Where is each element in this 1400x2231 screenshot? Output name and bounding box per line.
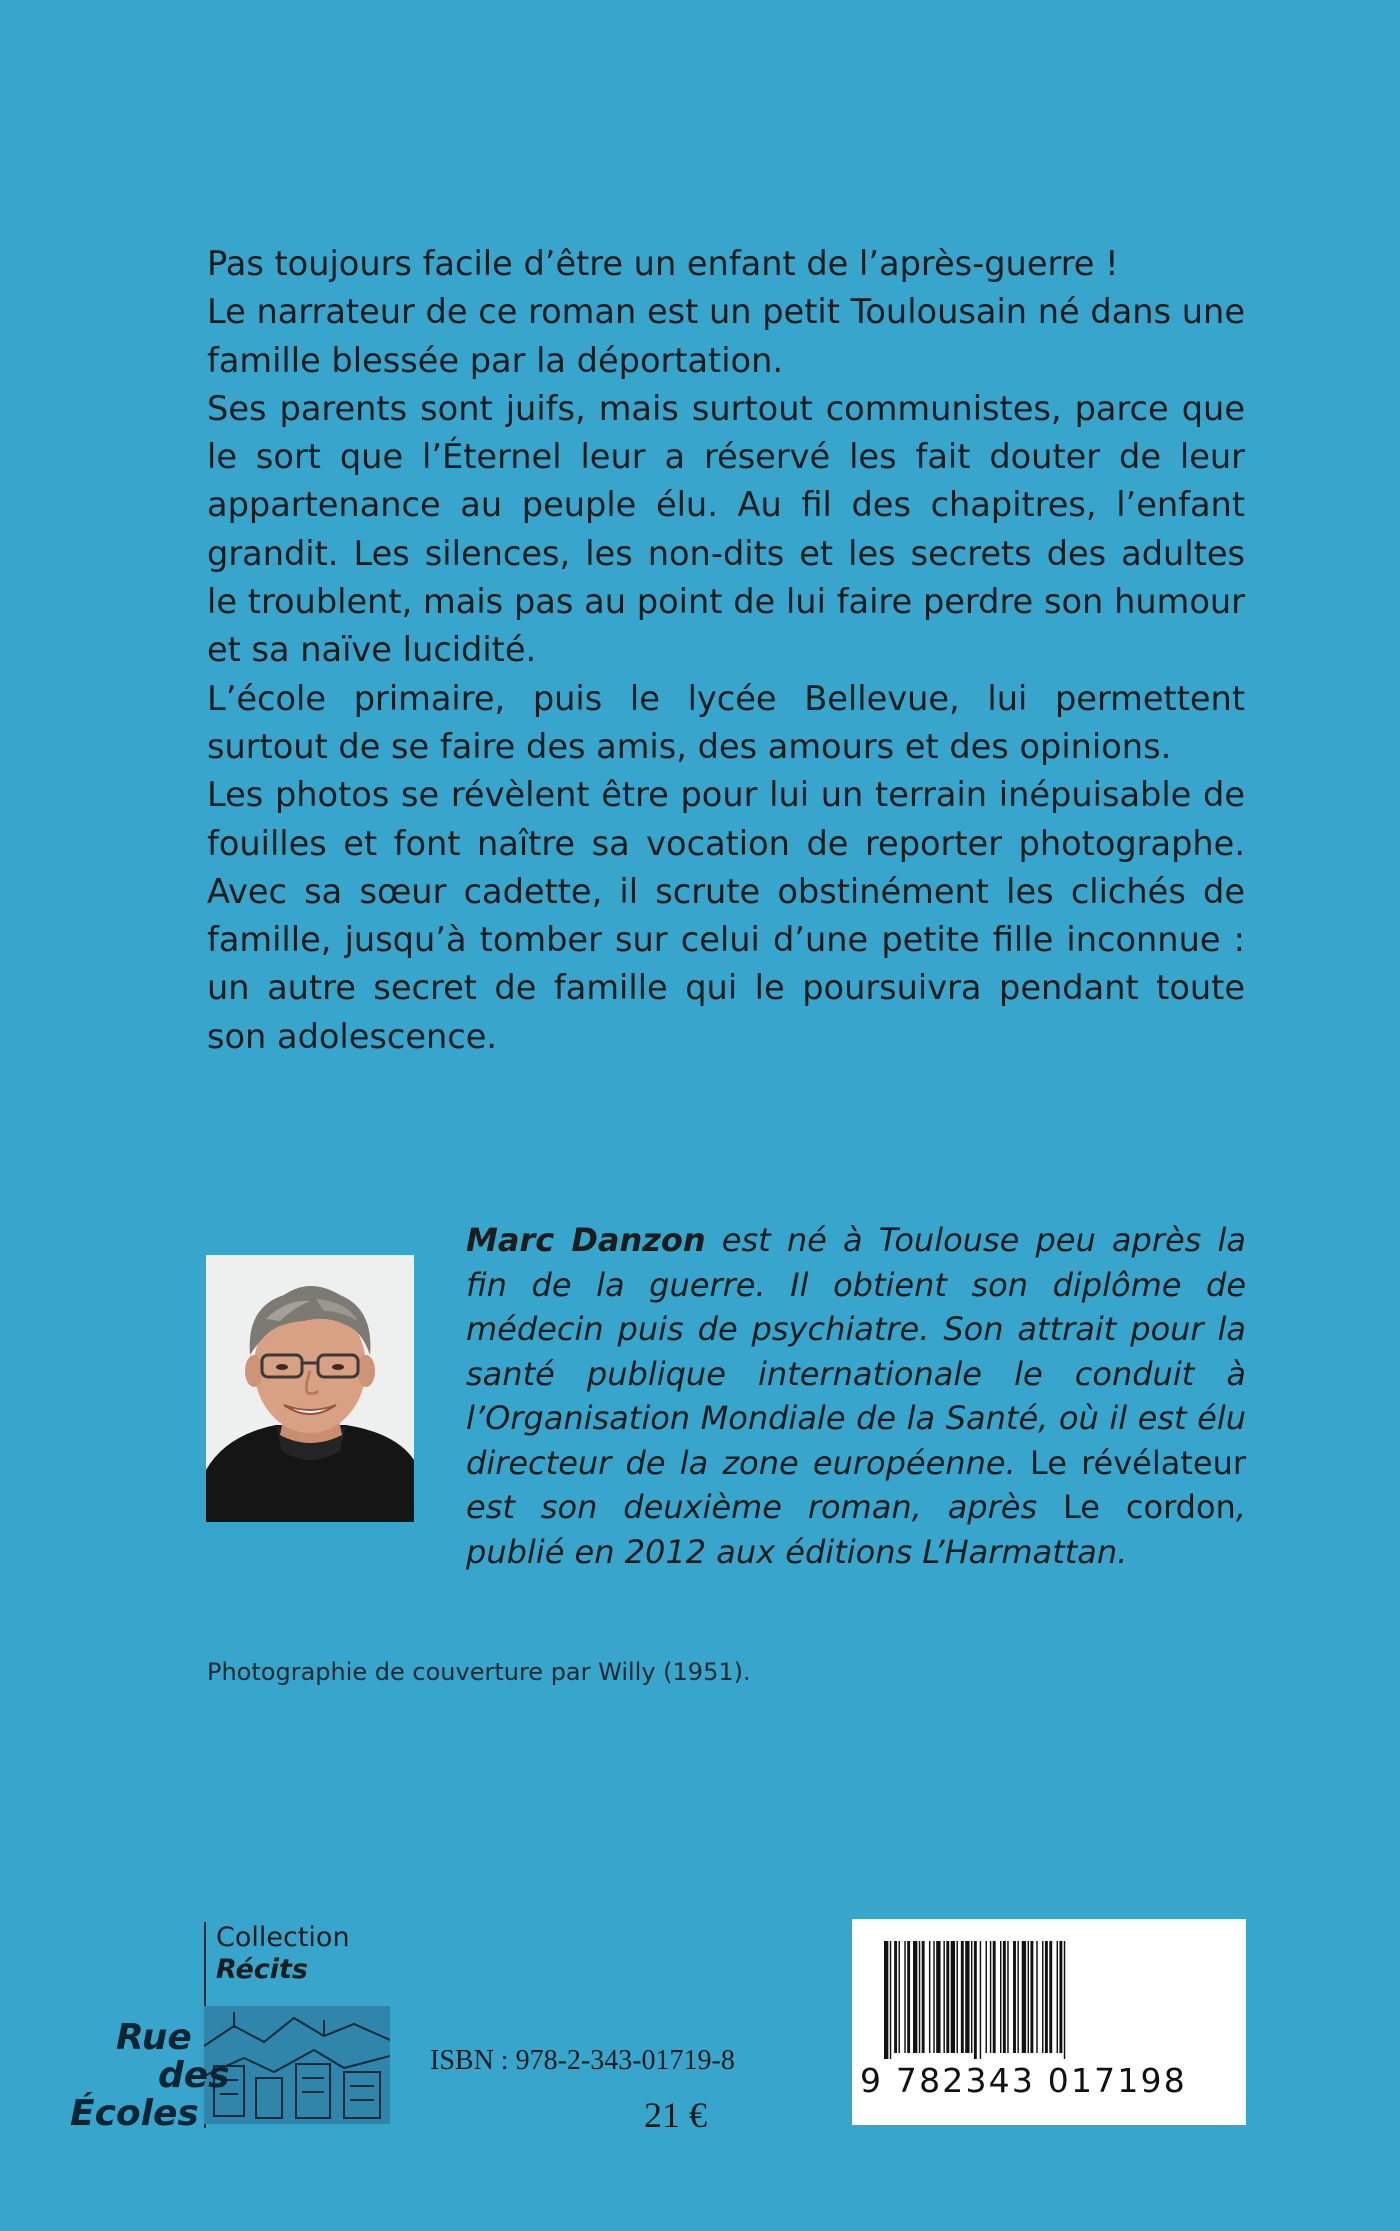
barcode-bar (890, 1941, 891, 2059)
barcode-bar (1003, 1941, 1006, 2053)
bio-text: , publié en 2012 aux éditions L’Harmattan. (466, 1488, 1246, 1571)
barcode-bar (1036, 1941, 1037, 2053)
barcode-bar (899, 1941, 900, 2053)
bio-text: est son deuxième roman, après (466, 1488, 1038, 1526)
logo-line-ecoles: Écoles (70, 2093, 199, 2134)
synopsis-paragraph: Pas toujours facile d’être un enfant de l’après-guerre ! (207, 244, 1119, 283)
price: 21 € (644, 2095, 707, 2135)
collection-label: Collection (216, 1922, 350, 1953)
barcode-bar (894, 1941, 897, 2053)
logo-line-des: des (158, 2055, 230, 2096)
barcode-number: 9 782343 017198 (860, 2061, 1187, 2100)
barcode-bar (980, 1941, 981, 2059)
author-photo (206, 1255, 414, 1522)
barcode-bar (1057, 1941, 1058, 2053)
cover-photo-credit: Photographie de couverture par Willy (1951). (207, 1658, 751, 1686)
barcode-bar (929, 1941, 930, 2053)
barcode-bar (884, 1941, 888, 2059)
barcode-bar (922, 1941, 925, 2053)
barcode-bar (1007, 1941, 1008, 2053)
barcode-bar (951, 1941, 955, 2053)
logo-line-rue: Rue (116, 2017, 192, 2058)
author-portrait-illustration (206, 1255, 414, 1522)
synopsis-text (207, 240, 1245, 1061)
barcode-bar (936, 1941, 940, 2053)
barcode-bar (1000, 1941, 1001, 2053)
author-bio-paragraph (466, 1218, 1246, 1574)
synopsis-paragraph: Les photos se révèlent être pour lui un terrain inépuisable de fouilles et font naître sa vocation de reporter photographe. Avec sa sœur cadette, il scrute obstinément les clichés de famille, jusqu’à tomber sur celui d’une petite fille inconnue : un autre secret de famille qui le poursuivra pendant toute son adolescence. (207, 775, 1245, 1056)
barcode-bar (943, 1941, 944, 2053)
rooftops-illustration (204, 2006, 390, 2124)
barcode-bar (1017, 1941, 1018, 2053)
collection-block (70, 1918, 370, 2134)
barcode-bar (957, 1941, 958, 2053)
barcode-bar (1013, 1941, 1016, 2053)
barcode-bar (946, 1941, 949, 2053)
previous-book-title: Le cordon (1037, 1488, 1236, 1526)
barcode-bars (880, 1941, 1220, 2059)
barcode-bar (904, 1941, 905, 2053)
barcode-bar (971, 1941, 972, 2053)
synopsis-paragraph: Le narrateur de ce roman est un petit Toulousain né dans une famille blessée par la déportation. (207, 292, 1245, 380)
bio-text: est né à Toulouse peu après la fin de la guerre. Il obtient son diplôme de médecin puis de psychiatre. Son attrait pour la santé publique internationale le conduit à l’Organisation Mondiale de la Santé, où il est élu directeur de la zone européenne. (466, 1221, 1246, 1482)
barcode-bar (1028, 1941, 1029, 2053)
barcode-bar (1059, 1941, 1062, 2053)
barcode-bar (961, 1941, 964, 2053)
barcode-bar (986, 1941, 987, 2053)
book-title: Le révélateur (1015, 1443, 1247, 1482)
author-bio (466, 1218, 1246, 1574)
barcode-bar (993, 1941, 996, 2053)
isbn: ISBN : 978-2-343-01719-8 (430, 2045, 735, 2076)
barcode-bar (1049, 1941, 1052, 2053)
barcode-bar (1045, 1941, 1048, 2053)
barcode-bar (919, 1941, 920, 2053)
synopsis-paragraph: L’école primaire, puis le lycée Bellevue, lui permettent surtout de se faire des amis, des amours et des opinions. (207, 678, 1245, 766)
barcode-bar (965, 1941, 969, 2053)
barcode-bar (1030, 1941, 1033, 2053)
barcode-bar (1042, 1941, 1043, 2053)
collection-name: Récits (216, 1954, 308, 1985)
barcode-bar (913, 1941, 917, 2053)
barcode-bar (1064, 1941, 1065, 2059)
barcode-bar (907, 1941, 910, 2053)
barcode-bar (933, 1941, 934, 2053)
barcode-bar (1022, 1941, 1026, 2053)
author-name: Marc Danzon (466, 1221, 706, 1259)
barcode (852, 1919, 1246, 2125)
barcode-bar (974, 1941, 977, 2059)
synopsis-paragraph: Ses parents sont juifs, mais surtout communistes, parce que le sort que l’Éternel leur a réservé les fait douter de leur appartenance au peuple élu. Au fil des chapitres, l’enfant grandit. Les silences, les non-dits et les secrets des adultes le troublent, mais pas au point de lui faire perdre son humour et sa naïve lucidité. (207, 388, 1245, 670)
barcode-bar (990, 1941, 991, 2053)
